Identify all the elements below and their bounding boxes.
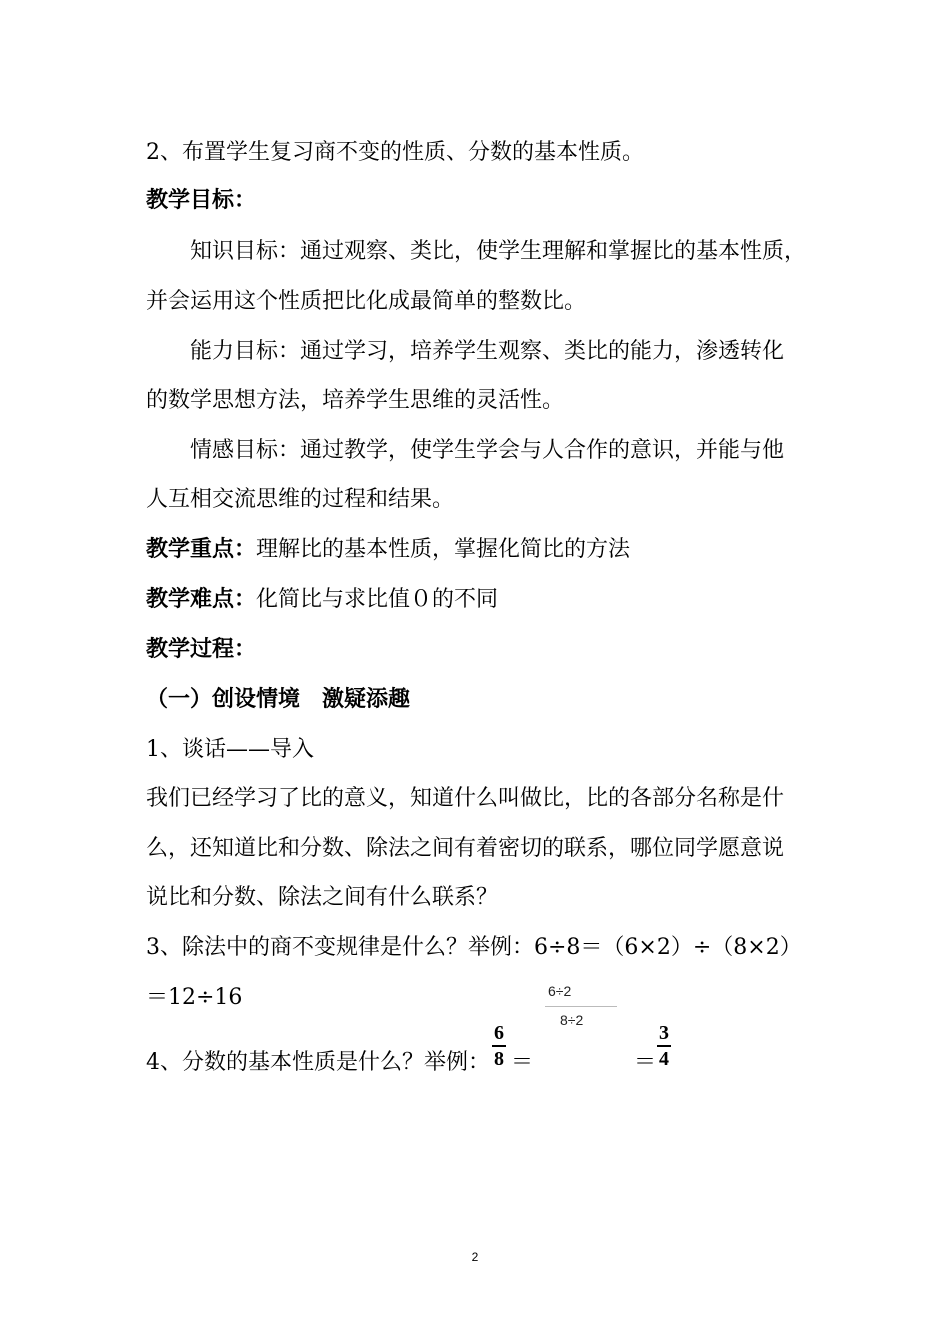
- paragraph-line-3: 说比和分数、除法之间有什么联系？: [146, 885, 499, 910]
- emotion-goal-line-2: 人互相交流思维的过程和结果。: [146, 487, 455, 512]
- small-fraction-bar: [545, 1006, 617, 1007]
- item-1: 1、谈话——导入: [146, 737, 314, 762]
- difficulty-line: [146, 585, 498, 615]
- paragraph-line-1: 我们已经学习了比的意义，知道什么叫做比，比的各部分名称是什: [146, 786, 785, 811]
- emotion-goal-line-1: 情感目标：通过教学，使学生学会与人合作的意识，并能与他: [190, 438, 785, 463]
- fraction-bar: [492, 1045, 506, 1047]
- key-point-text: 理解比的基本性质，掌握化简比的方法: [256, 537, 631, 562]
- fraction-numerator: 6: [494, 1022, 504, 1044]
- fraction-numerator: 3: [659, 1022, 669, 1044]
- item-3-line-1: 3、除法中的商不变规律是什么？举例：6÷8＝（6×2）÷（8×2）: [146, 935, 802, 960]
- knowledge-goal-line-2: 并会运用这个性质把比化成最简单的整数比。: [146, 289, 587, 314]
- page-number: 2: [471, 1250, 479, 1264]
- line-review-task: 2、布置学生复习商不变的性质、分数的基本性质。: [146, 140, 644, 165]
- ability-goal-line-2: 的数学思想方法，培养学生思维的灵活性。: [146, 388, 565, 413]
- ability-goal-line-1: 能力目标：通过学习，培养学生观察、类比的能力，渗透转化: [190, 339, 785, 364]
- heading-teaching-goals: 教学目标：: [146, 188, 257, 213]
- fraction-denominator: 8: [494, 1048, 504, 1070]
- key-point-label: 教学重点：: [146, 537, 257, 562]
- key-point-line: [146, 535, 630, 565]
- fraction-denominator: 4: [659, 1048, 669, 1070]
- equals-sign-2: ＝: [634, 1050, 657, 1075]
- fraction-six-eighths: [492, 1022, 506, 1070]
- section-1-heading: （一）创设情境 激疑添趣: [146, 687, 411, 712]
- item-4: 4、分数的基本性质是什么？举例：: [146, 1050, 490, 1075]
- difficulty-label: 教学难点：: [146, 587, 257, 612]
- item-3-line-2: ＝12÷16: [146, 985, 243, 1010]
- paragraph-line-2: 么，还知道比和分数、除法之间有着密切的联系，哪位同学愿意说: [146, 836, 785, 861]
- fraction-three-quarters: [657, 1022, 671, 1070]
- heading-teaching-process: 教学过程：: [146, 637, 257, 662]
- equals-sign-1: ＝: [511, 1050, 534, 1075]
- difficulty-text: 化简比与求比值０的不同: [256, 587, 499, 612]
- fraction-bar: [657, 1045, 671, 1047]
- small-fraction-numerator: 6÷2: [548, 983, 572, 999]
- knowledge-goal-line-1: 知识目标：通过观察、类比，使学生理解和掌握比的基本性质，: [190, 239, 807, 264]
- small-fraction-denominator: 8÷2: [560, 1012, 584, 1028]
